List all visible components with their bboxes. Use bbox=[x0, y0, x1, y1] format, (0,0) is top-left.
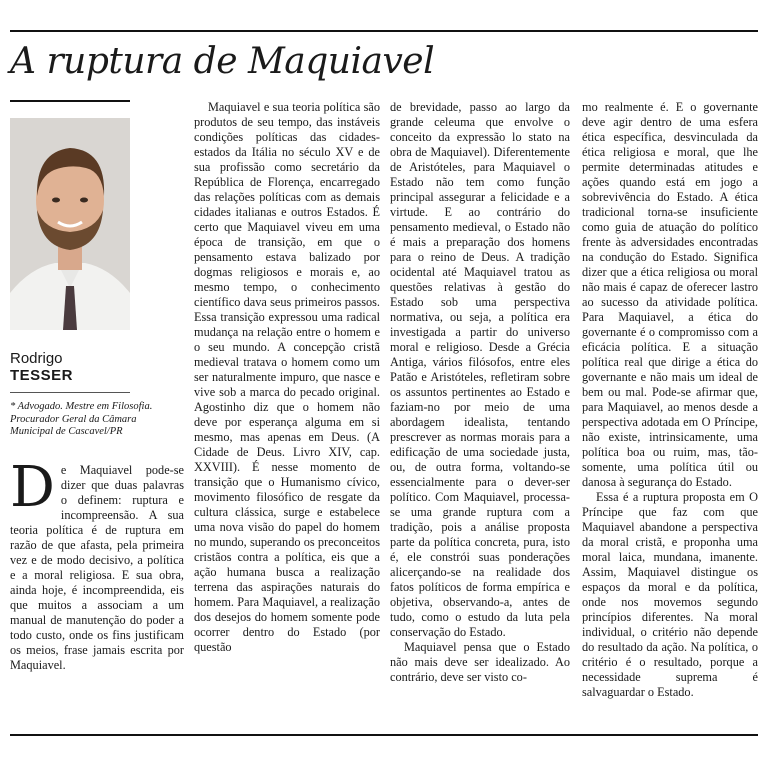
article-paragraph: de brevidade, passo ao largo da grande celeuma que envolve o conceito da expressão lo stato na obra de Maquiavel). Diferentemente de Aristóteles, para Maquiavel o Estado não tem como função principal assegurar a felicidade e a virtude. E ao contrário do pensamento medieval, o Estado não é mais a preparação dos homens para o reino de Deus. A tradição ocidental até Maquiavel tratou as questões relativas à gestão do Estado sob uma perspectiva normativa, ou seja, a política era investigada a partir do universo moral e religioso. Desde a Grécia Antiga, vários filósofos, entre eles Patão e Aristóteles, refletiram sobre os assuntos pertinentes ao Estado e faziam-no por meio de uma abordagem idealista, tentando prescrever as normas morais para a edificação de uma sociedade justa, ou, de outra forma, voltando-se essencialmente para o dever-ser político. Com Maquiavel, processa-se uma grande ruptura com a tradição, pois a análise proposta parte da política concreta, pura, isto é, ele constrói suas ponderações alicerçando-se na realidade dos fatos políticos de forma empírica e objetiva, observando-a, antes de tudo, como o estudo da luta pela conservação do Estado. bbox=[390, 100, 570, 639]
top-rule bbox=[10, 30, 758, 32]
author-divider bbox=[10, 392, 130, 393]
author-last-name: TESSER bbox=[10, 367, 74, 384]
article-column-4 bbox=[582, 100, 758, 700]
article-column-3 bbox=[390, 100, 570, 685]
author-first-name: Rodrigo bbox=[10, 350, 63, 367]
author-portrait-icon bbox=[10, 118, 130, 330]
article-paragraph: e Maquiavel pode-se dizer que duas palavras o definem: ruptura e incompreensão. A sua teoria política é de ruptura em razão de que afasta, pela primeira vez e de modo decisivo, a política e a moral religiosa. E sua obra, ainda hoje, é incompreendida, eis que muitos a associam a um manual de manutenção do poder a todo custo, onde os fins justificam os meios, frase jamais escrita por Maquiavel. bbox=[10, 463, 184, 672]
author-rule-top bbox=[10, 100, 130, 102]
article-paragraph: Maquiavel pensa que o Estado não mais deve ser idealizado. Ao contrário, deve ser visto co- bbox=[390, 640, 570, 684]
drop-cap: D bbox=[10, 455, 55, 520]
headline: A ruptura de Maquiavel bbox=[10, 41, 435, 82]
article-paragraph: Maquiavel e sua teoria política são produtos de seu tempo, das instáveis condições políticas das cidades-estados da Itália no século XV e de sua profissão como secretário da República de Florença, encarregado das relações políticas com as demais cidades italianas e outros Estados. É certo que Maquiavel viveu em uma época de transição, em que o pensamento estava balizado por dogmas religiosos e morais e, ao mesmo tempo, o conhecimento científico dava seus primeiros passos. Essa transição expressou uma radical mudança na relação entre o homem e o seu mundo. A concepção cristã medieval tratava o homem como um ser naturalmente impuro, que nasce e vive sob a marca do pecado original. Agostinho diz que o homem não deve por esperança alguma em si mesmo, mas apenas em Deus. (A Cidade de Deus. Livro XIV, cap. XXVIII). É nesse momento de transição que o Humanismo cívico, movimento filosófico de resgate da cultura clássica, surge e estabelece uma nova visão do papel do homem no mundo, superando os preconceitos cristãos contra a política, eis que a ação humana busca a realização terrena das aspirações naturais do homem. Para Maquiavel, a realização dos desejos do homem somente pode ocorrer dentro do Estado (por questão bbox=[194, 100, 380, 654]
bottom-rule bbox=[10, 734, 758, 736]
author-bio: * Advogado. Mestre em Filosofia. Procurador Geral da Câmara Municipal de Cascavel/PR bbox=[10, 401, 153, 437]
article-column-2 bbox=[194, 100, 380, 655]
article-paragraph: Essa é a ruptura proposta em O Príncipe que faz com que Maquiavel abandone a perspectiva da moral cristã, e proponha uma moral laica, mundana, imanente. Assim, Maquiavel distingue os espaços da moral e da política, onde nos movemos segundo princípios diferentes. Na moral individual, o critério não depende do resultado da ação. Na política, o critério é o resultado, porque a necessidade suprema é salvaguardar o Estado. bbox=[582, 490, 758, 699]
article-column-1 bbox=[10, 455, 184, 673]
author-photo bbox=[10, 118, 130, 330]
article-paragraph: mo realmente é. E o governante deve agir dentro de uma esfera ética específica, desvinculada da ética religiosa e moral, que lhe permite determinadas atitudes e ações quando está em jogo a sobrevivência do Estado. A ética tradicional torna-se insuficiente como guia de atuação do político frente às adversidades encontradas na condução do Estado. Significa dizer que a ética religiosa ou moral não mais é capaz de oferecer lastro ao sucesso da atividade política. Para Maquiavel, a ética do governante é o compromisso com a eficácia política. E a situação política real que dirige a ética do governante e não mais um ideal de bem ou mal. Pode-se afirmar que, para Maquiavel, ao menos desde a perspectiva adotada em O Príncipe, não existe, intrinsicamente, uma política boa ou ruim, mas, tão-somente, uma política útil ou danosa à segurança do Estado. bbox=[582, 100, 758, 489]
